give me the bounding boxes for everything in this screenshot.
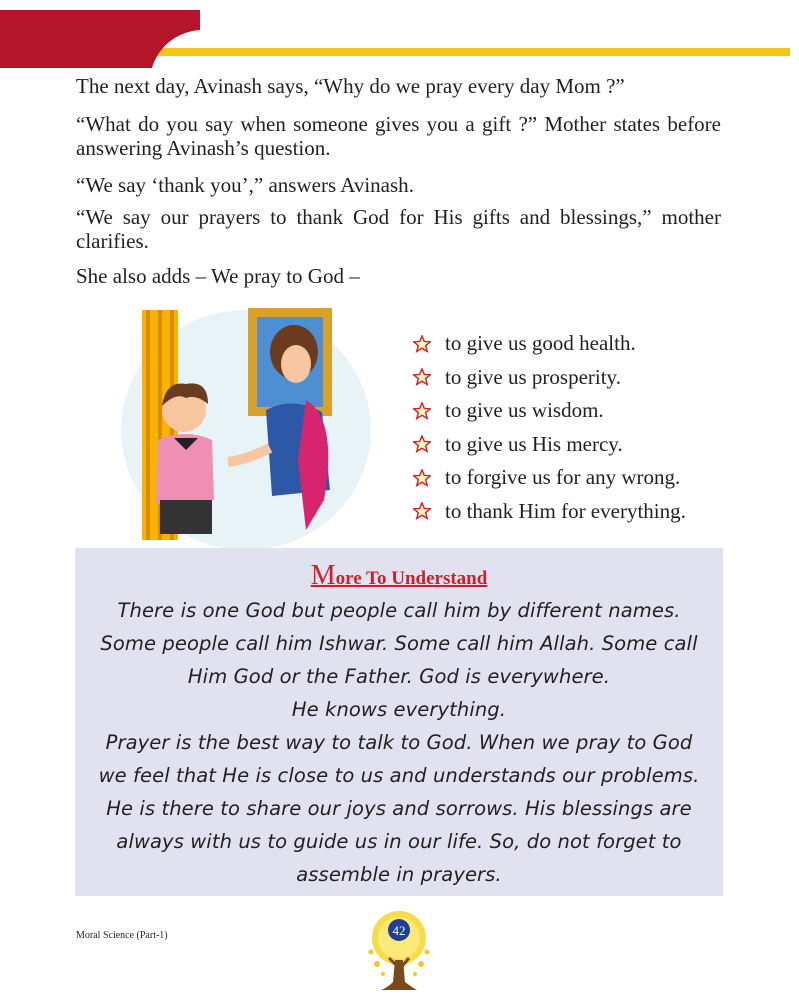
star-icon [413, 402, 431, 420]
paragraph-2: “What do you say when someone gives you a gift ?” Mother states before answering Avinash’s question. [76, 112, 721, 160]
book-title: Moral Science (Part-1) [76, 930, 168, 941]
list-item-text: to thank Him for everything. [445, 498, 686, 523]
star-icon [413, 335, 431, 353]
list-item [413, 495, 743, 529]
boy-and-mother-illustration [116, 300, 376, 550]
header-red-block [0, 10, 200, 68]
list-item-text: to give us wisdom. [445, 398, 604, 423]
more-to-understand-box [75, 548, 723, 896]
star-icon [413, 502, 431, 520]
list-item-text: to give us prosperity. [445, 364, 621, 389]
list-item [413, 461, 743, 495]
box-line: assemble in prayers. [296, 863, 502, 886]
header-decoration [0, 0, 799, 80]
star-icon [413, 469, 431, 487]
box-line: He knows everything. [291, 698, 507, 721]
list-item [413, 394, 743, 428]
box-line: Prayer is the best way to talk to God. When we pray to God [105, 731, 693, 754]
prayer-reasons-list [413, 327, 743, 528]
list-item [413, 361, 743, 395]
star-icon [413, 435, 431, 453]
box-line: There is one God but people call him by different names. [117, 599, 681, 622]
box-line: He is there to share our joys and sorrows. His blessings are [106, 797, 692, 820]
box-line: we feel that He is close to us and understands our problems. [98, 764, 700, 787]
paragraph-5: She also adds – We pray to God – [76, 264, 360, 288]
paragraph-4: “We say our prayers to thank God for His gifts and blessings,” mother clarifies. [76, 205, 721, 253]
box-line: Him God or the Father. God is everywhere. [187, 665, 611, 688]
box-title-rest: ore To Understand [335, 568, 488, 589]
box-line: always with us to guide us in our life. So, do not forget to [116, 830, 682, 853]
star-icon [413, 368, 431, 386]
box-title [75, 560, 723, 592]
list-item-text: to forgive us for any wrong. [445, 465, 681, 490]
box-body [75, 594, 723, 891]
box-line: Some people call him Ishwar. Some call him Allah. Some call [100, 632, 698, 655]
tree-trunk [381, 960, 417, 990]
paragraph-1: The next day, Avinash says, “Why do we pray every day Mom ?” [76, 74, 625, 98]
list-item-text: to give us His mercy. [445, 431, 623, 456]
page-number: 42 [392, 923, 406, 938]
list-item-text: to give us good health. [445, 331, 636, 356]
list-item [413, 428, 743, 462]
box-title-cap: M [310, 560, 336, 591]
paragraph-3: “We say ‘thank you’,” answers Avinash. [76, 173, 414, 197]
list-item [413, 327, 743, 361]
page-number-badge [363, 908, 435, 994]
